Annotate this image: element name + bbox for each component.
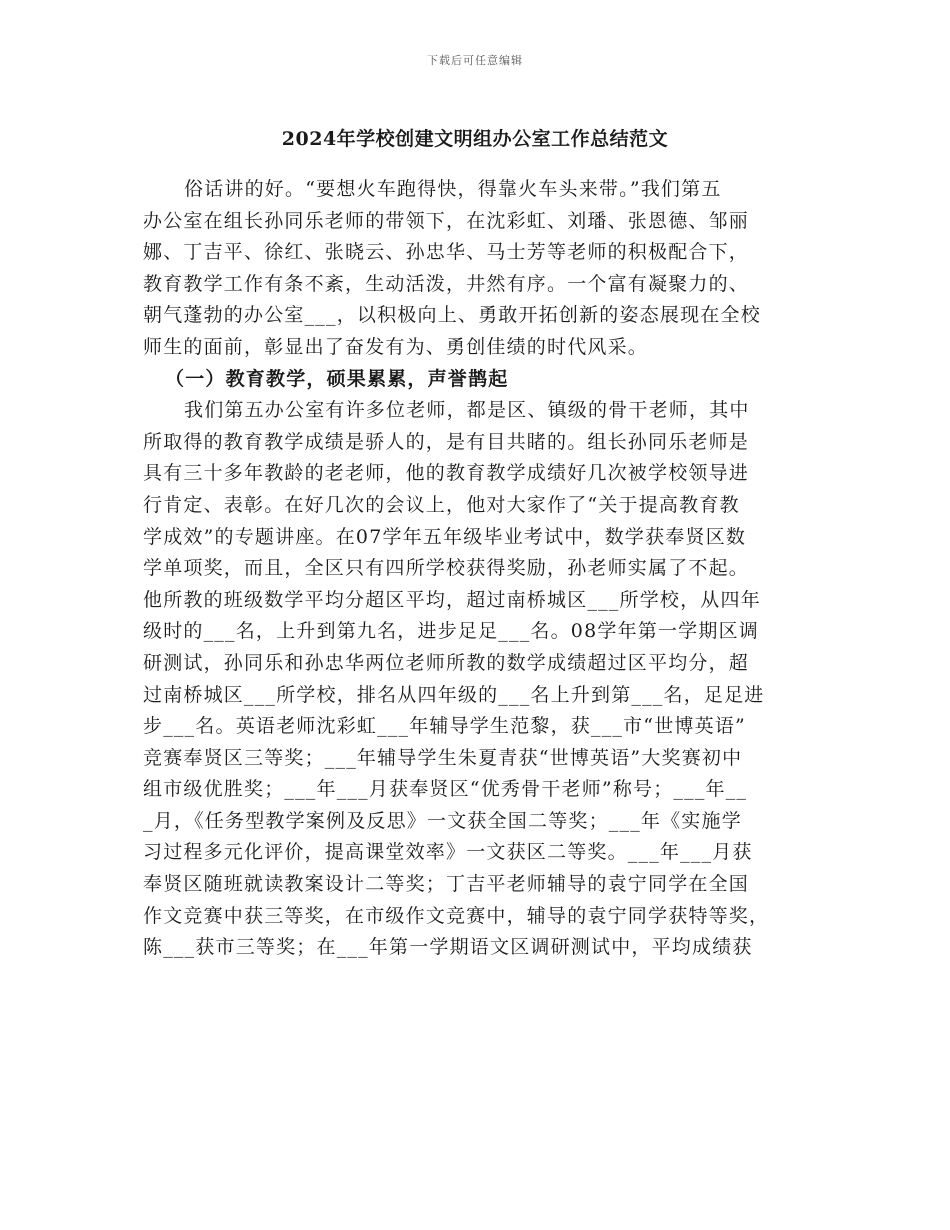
paragraph-line: 奉贤区随班就读教案设计二等奖；丁吉平老师辅导的袁宁同学在全国 [143, 873, 750, 896]
paragraph-line: 学成效”的专题讲座。在07学年五年级毕业考试中，数学获奉贤区数 [143, 525, 747, 548]
paragraph-line: 级时的___名，上升到第九名，进步足足___名。08学年第一学期区调 [143, 620, 759, 643]
paragraph-line: _月，《任务型教学案例及反思》一文获全国二等奖；___年《实施学 [143, 809, 742, 832]
paragraph-line: 作文竞赛中获三等奖，在市级作文竞赛中，辅导的袁宁同学获特等奖， [143, 904, 770, 927]
paragraph-line: 行肯定、表彰。在好几次的会议上，他对大家作了“关于提高教育教 [143, 493, 740, 516]
paragraph-line: 师生的面前，彰显出了奋发有为、勇创佳绩的时代风采。 [143, 335, 649, 358]
paragraph-line: 研测试，孙同乐和孙忠华两位老师所教的数学成绩超过区平均分，超 [143, 651, 750, 674]
section-heading: （一）教育教学，硕果累累，声誉鹊起 [165, 367, 509, 390]
paragraph-line: 他所教的班级数学平均分超区平均，超过南桥城区___所学校，从四年 [143, 588, 761, 611]
paragraph-line: 朝气蓬勃的办公室___，以积极向上、勇敢开拓创新的姿态展现在全校 [143, 304, 761, 327]
paragraph-line: 具有三十多年教龄的老老师，他的教育教学成绩好几次被学校领导进 [143, 462, 750, 485]
paragraph-line: 我们第五办公室有许多位老师，都是区、镇级的骨干老师，其中 [184, 399, 750, 422]
document-body [143, 174, 813, 964]
paragraph-line: 俗话讲的好。“要想火车跑得快，得靠火车头来带。”我们第五 [184, 178, 722, 200]
paragraph-line: 办公室在组长孙同乐老师的带领下，在沈彩虹、刘璠、张恩德、邹丽 [143, 209, 750, 232]
paragraph-line: 学单项奖，而且，全区只有四所学校获得奖励，孙老师实属了不起。 [143, 557, 750, 580]
header-note: 下载后可任意编辑 [427, 54, 523, 67]
paragraph-line: 所取得的教育教学成绩是骄人的，是有目共睹的。组长孙同乐老师是 [143, 430, 750, 453]
paragraph-line: 陈___获市三等奖；在___年第一学期语文区调研测试中，平均成绩获 [143, 936, 753, 959]
paragraph-line: 组市级优胜奖；___年___月获奉贤区“优秀骨干老师”称号；___年__ [143, 778, 748, 801]
paragraph-line: 竞赛奉贤区三等奖；___年辅导学生朱夏青获“世博英语”大奖赛初中 [143, 746, 743, 769]
paragraph-line: 过南桥城区___所学校，排名从四年级的___名上升到第___名，足足进 [143, 683, 765, 706]
paragraph-line: 娜、丁吉平、徐红、张晓云、孙忠华、马士芳等老师的积极配合下， [143, 241, 750, 264]
paragraph-line: 教育教学工作有条不紊，生动活泼，井然有序。一个富有凝聚力的、 [143, 272, 750, 295]
document-title: 2024年学校创建文明组办公室工作总结范文 [281, 128, 669, 150]
paragraph-line: 习过程多元化评价，提高课堂效率》一文获区二等奖。___年___月获 [143, 841, 753, 864]
paragraph-line: 步___名。英语老师沈彩虹___年辅导学生范黎，获___市“世博英语” [143, 715, 746, 738]
